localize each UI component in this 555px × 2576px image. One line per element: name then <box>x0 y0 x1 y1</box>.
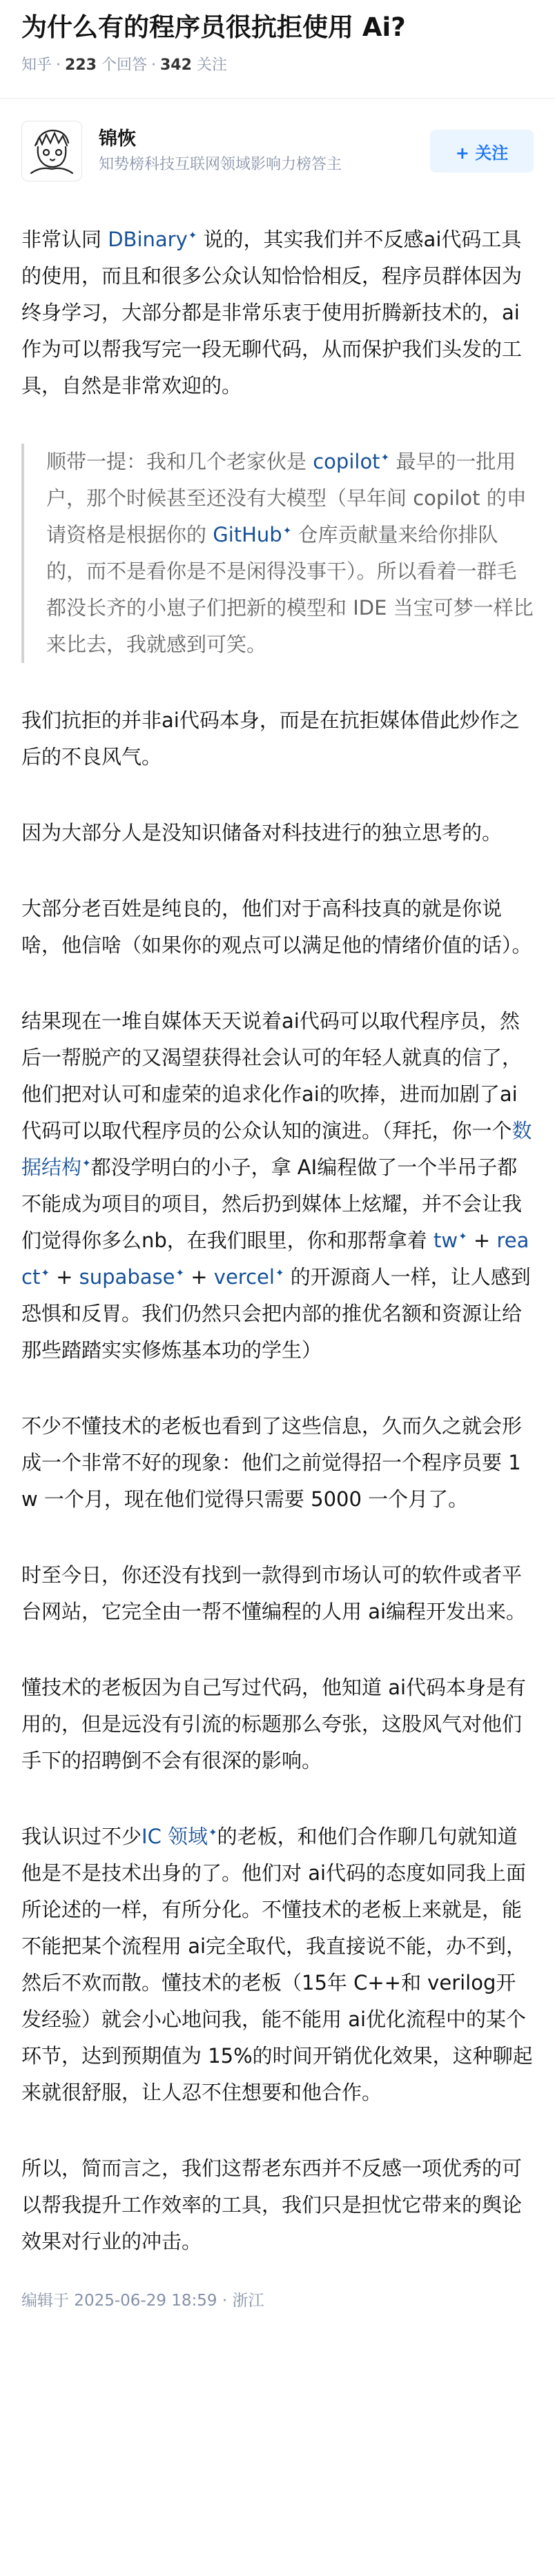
quote-block: 顺带一提：我和几个老家伙是 copilot✦ 最早的一批用户，那个时候甚至还没有大模型（早年间 copilot 的申请资格是根据你的 GitHub✦ 仓库贡献量来给你排队的，而不是看你是不是闲得没事干）。所以看着一群毛都没长齐的小崽子们把新的模型和 IDE 当宝可梦一样比来比去，我就感到可笑。 <box>21 444 534 663</box>
paragraph-1: 非常认同 DBinary✦ 说的，其实我们并不反感ai代码工具的使用，而且和很多公众认知恰恰相反，程序员群体因为终身学习，大部分都是非常乐衷于使用折腾新技术的，ai作为可以帮我写完一段无聊代码，从而保护我们头发的工具，自然是非常欢迎的。 <box>21 228 523 397</box>
answer-content <box>21 221 534 2312</box>
sparkle-icon: ✦ <box>458 1230 467 1243</box>
sparkle-icon: ✦ <box>188 229 197 242</box>
sparkle-icon: ✦ <box>282 524 292 537</box>
answer-count: 223 <box>65 57 97 74</box>
paragraph-5: 结果现在一堆自媒体天天说着ai代码可以取代程序员，然后一帮脱产的又渴望获得社会认可的年轻人就真的信了，他们把对认可和虚荣的追求化作ai的吹捧，进而加剧了ai代码可以取代程序员的公众认知的演进。（拜托，你一个数据结构✦都没学明白的小子，拿 AI编程做了一个半吊子都不能成为项目的项目，然后扔到媒体上炫耀，并不会让我们觉得你多么nb，在我们眼里，你和那帮拿着 tw✦ + react✦ + supabase✦ + vercel✦ 的开源商人一样，让人感到恐惧和反胃。我们仍然只会把内部的推优名额和资源让给那些踏踏实实修炼基本功的学生） <box>21 1009 532 1362</box>
keyword-link[interactable]: react✦ <box>21 1229 529 1289</box>
site-name: 知乎 <box>21 57 52 74</box>
edit-time: 编辑于 2025-06-29 18:59 · 浙江 <box>21 2292 264 2310</box>
keyword-link[interactable]: supabase✦ <box>79 1265 185 1289</box>
follower-count: 342 <box>159 57 192 74</box>
avatar[interactable] <box>21 121 82 181</box>
paragraph-10: 所以，简而言之，我们这帮老东西并不反感一项优秀的可以帮我提升工作效率的工具，我们只是担忧它带来的舆论效果对行业的冲击。 <box>21 2157 523 2253</box>
paragraph-2: 我们抗拒的并非ai代码本身，而是在抗拒媒体借此炒作之后的不良风气。 <box>21 709 520 769</box>
keyword-link[interactable]: 数据结构✦ <box>21 1119 532 1179</box>
keyword-link[interactable]: IC 领域✦ <box>142 1825 217 1848</box>
sparkle-icon: ✦ <box>82 1157 91 1170</box>
author-name[interactable]: 锦恢 <box>99 128 136 150</box>
paragraph-3: 因为大部分人是没知识储备对科技进行的独立思考的。 <box>21 821 503 844</box>
sparkle-icon: ✦ <box>41 1267 50 1280</box>
paragraph-4: 大部分老百姓是纯良的，他们对于高科技真的就是你说啥，他信啥（如果你的观点可以满足他的情绪价值的话）。 <box>21 897 532 957</box>
paragraph-7: 时至今日，你还没有找到一款得到市场认可的软件或者平台网站，它完全由一帮不懂编程的人用 ai编程开发出来。 <box>21 1563 527 1623</box>
keyword-link[interactable]: tw✦ <box>434 1229 467 1252</box>
question-title[interactable]: 为什么有的程序员很抗拒使用 Ai? <box>21 12 406 42</box>
sparkle-icon: ✦ <box>208 1826 217 1839</box>
keyword-link[interactable]: GitHub✦ <box>213 523 292 546</box>
keyword-link[interactable]: DBinary✦ <box>108 228 197 251</box>
question-meta: 知乎 · 223 个回答 · 342 关注 <box>21 57 227 74</box>
keyword-link[interactable]: copilot✦ <box>313 450 390 473</box>
sparkle-icon: ✦ <box>275 1267 284 1280</box>
sparkle-icon: ✦ <box>175 1267 185 1280</box>
header-divider <box>0 98 555 99</box>
paragraph-6: 不少不懂技术的老板也看到了这些信息，久而久之就会形成一个非常不好的现象：他们之前觉得招一个程序员要 1w 一个月，现在他们觉得只需要 5000 一个月了。 <box>21 1414 523 1511</box>
paragraph-8: 懂技术的老板因为自己写过代码，他知道 ai代码本身是有用的，但是远没有引流的标题那么夸张，这股风气对他们手下的招聘倒不会有很深的影响。 <box>21 1676 527 1772</box>
follower-count-label: 关注 <box>196 57 227 74</box>
sparkle-icon: ✦ <box>380 451 390 464</box>
author-badge: 知势榜科技互联网领域影响力榜答主 <box>99 156 342 173</box>
author-card <box>21 119 534 183</box>
paragraph-9: 我认识过不少IC 领域✦的老板，和他们合作聊几句就知道他是不是技术出身的了。他们对 ai代码的态度如同我上面所论述的一样，有所分化。不懂技术的老板上来就是，能不能把某个流程用 ai完全取代，我直接说不能，办不到，然后不欢而散。懂技术的老板（15年 C++和 verilog开发经验）就会小心地问我，能不能用 ai优化流程中的某个环节，达到预期值为 15%的时间开销优化效果，这种聊起来就很舒服，让人忍不住想要和他合作。 <box>21 1825 533 2104</box>
author-info <box>99 127 430 175</box>
keyword-link[interactable]: vercel✦ <box>213 1265 284 1289</box>
avatar-sketch-icon <box>24 123 79 179</box>
answer-count-label[interactable]: 个回答 <box>101 57 147 74</box>
follow-button[interactable]: + 关注 <box>430 130 534 172</box>
